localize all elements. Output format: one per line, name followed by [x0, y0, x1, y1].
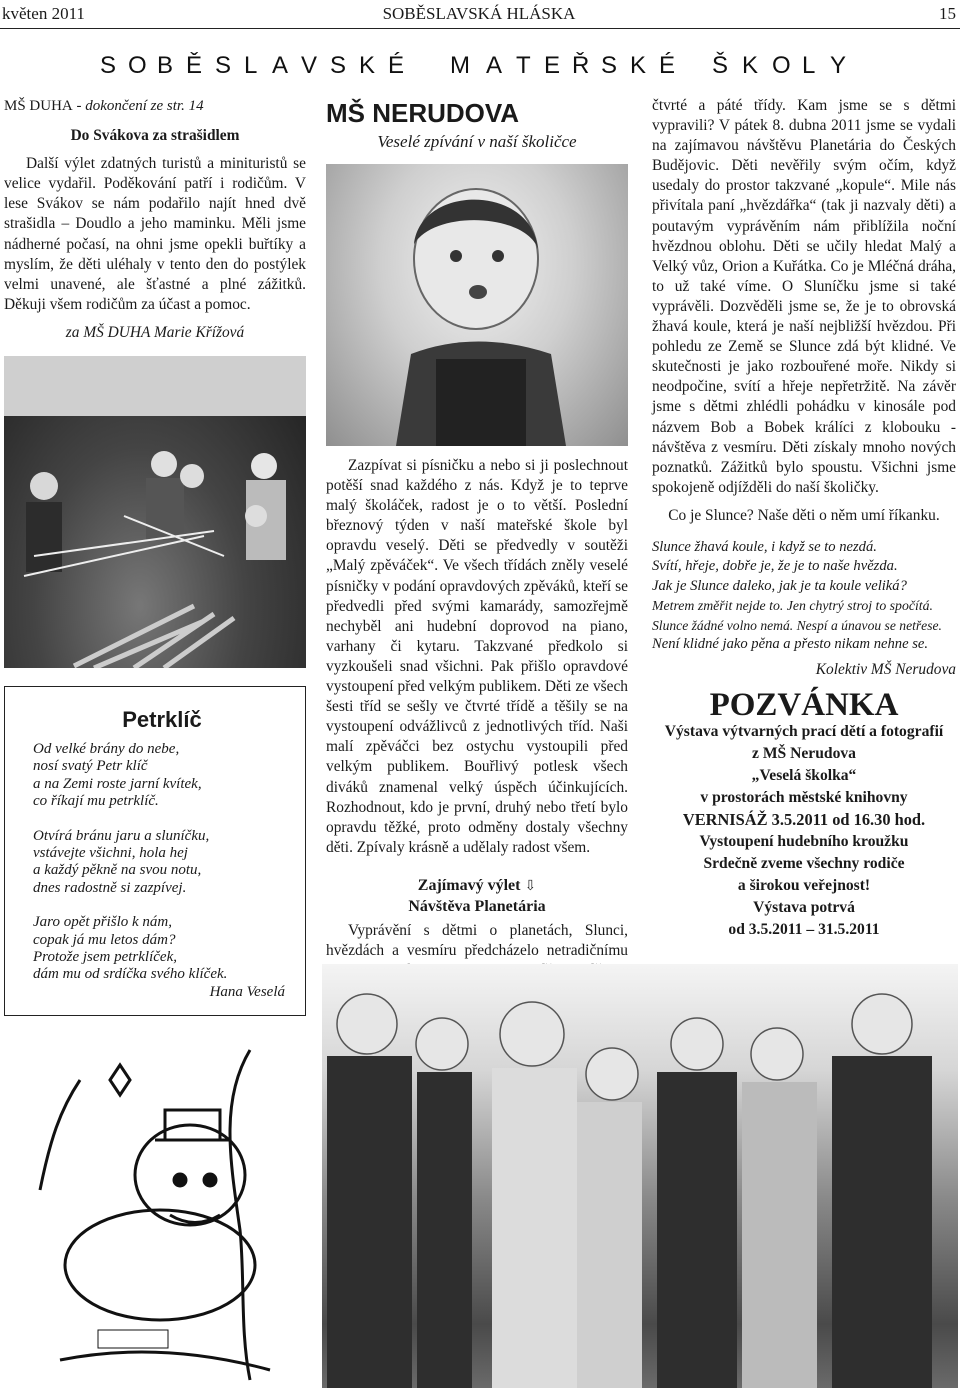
banner-letter: L	[244, 52, 258, 79]
invitation-line: z MŠ Nerudova	[752, 744, 856, 762]
invitation-line: a širokou veřejnost!	[737, 876, 871, 894]
section-banner	[100, 52, 860, 82]
invitation-line: Výstava výtvarných prací dětí a fotografií	[664, 722, 944, 740]
poem-title: Petrklíč	[122, 707, 202, 732]
banner-letter: O	[772, 52, 791, 79]
rhyme-line: Slunce žádné volno nemá. Nespí a únavou se netřese.	[652, 617, 942, 633]
banner-letter: Ř	[572, 52, 590, 79]
nerudova-signature: Kolektiv MŠ Nerudova	[815, 661, 956, 679]
invitation	[652, 686, 956, 941]
banner-letter: L	[802, 52, 816, 79]
planetarium-body-start: Vyprávění s dětmi o planetách, Slunci, hvězdách a vesmíru předcházelo netradičnímu	[326, 922, 628, 960]
invitation-line: Vystoupení hudebního kroužku	[699, 832, 909, 850]
planetarium-subhead-line2: Návštěva Planetária	[408, 897, 546, 915]
banner-letter: V	[301, 52, 318, 79]
planetarium-subhead-line1: Zajímavý výlet	[417, 876, 521, 894]
banner-letter: A	[486, 52, 503, 79]
banner-letter: B	[157, 52, 174, 79]
petrklic-poem-box	[4, 686, 306, 1016]
rhyme-line: Svítí, hřeje, dobře je, že je to naše hvězda.	[652, 558, 898, 575]
planetarium-continued	[652, 96, 956, 941]
rhyme-line: Jak je Slunce daleko, jak je ta koule veliká?	[652, 577, 907, 594]
rhyme-line: Slunce žhavá koule, i když se to nezdá.	[652, 538, 877, 555]
dog-drawing-icon	[20, 1040, 305, 1385]
planetarium-body-continued: čtvrté a páté třídy. Kam jsme se s dětmi vypravili? V pátek 8. dubna 2011 jsme se vydali na zajímavou návštěvu Planetária do Českých Budějovic. Děti nevěřily svým očím, když usedaly do prostor takzvané „kopule“. Mile nás přivítala paní „hvězdářka“ (tak ji nazvaly děti) a poutavým vyprávěním nám přiblížila noční hvězdnou oblohu. Děti se učily hledat Malý a Velký vůz, Orion a Kuřátka. Co je Mléčná dráha, to už také víme. O Sluníčku jsme si také vyprávěli. Dozvěděli jsme se, že je to obrovská žhavá koule, která je naší nejbližší hvězdou. Při pohledu ze Země se Slunce zdá být klidné. Ve skutečnosti je jako rozbouřené moře. Nikdy si neodpočine, svítí a hřeje nepřetržitě. Na závěr jsme s dětmi zhlédli pohádku v kinosále pod názvem Bob a Bobek králíci z klobouku - návštěva z vesmíru. Děti získaly mnoho nových poznatků. Zážitků bylo spoustu. Všichni jsme spokojeně odjížděli do naší školičky.	[652, 97, 956, 496]
banner-letter: K	[630, 52, 647, 79]
group-photo-illustration	[322, 964, 958, 1388]
nerudova-body: Zazpívat si písničku a nebo si ji poslechnout potěší snad každého z nás. Když je to teprve malý školáček, radost je o to větší. Poslední březnový týden v naší mateřské škole byl opravdu veselý. Děti se předvedly v soutěži „Malý zpěváček“. Ve všech třídách zněly veselé písničky v podání opravdových zpěváků, kteří se předvedli před svými kamarády, samozřejmě nechyběl ani hudební doprovod na piano, varhany či kytaru. Takzvané předkolo si vyzkoušeli snad všichni. Pak přišlo opravdové vystoupení před velkým publikem. Děti ze všech šesti tříd se sešly ve čtvrté třídě a těšily se na vystoupení odvážlivců z jednotlivých tříd. Naši malí zpěváčci bez ostychu vystoupili před velkým publikem. Bouřlivý potlesk všech diváků znamenal velký úspěch účinkujících. Rozhodnout, kdo je první, druhý nebo třetí bylo opravdu těžké, proto odměny dostaly všechny děti. Zpívaly krásně a udělaly radost všem.	[326, 457, 628, 856]
banner-letter: S	[330, 52, 347, 79]
rhyme-line: Metrem změřit nejde to. Jen chytrý stroj to spočítá.	[652, 598, 933, 614]
girl-portrait-illustration	[326, 164, 628, 446]
poem-stanza: Jaro opět přišlo k nám, copak já mu letos dám? Protože jsem petrklíček, dám mu od srdíčka svého klíček.	[33, 914, 228, 983]
planetarium-subhead	[326, 876, 628, 897]
poem-stanza: Otvírá bránu jaru a sluníčku, vstávejte všichni, hola hej a každý pěkně na svou notu, dnes radostně si zazpívej.	[33, 827, 210, 896]
invitation-body	[652, 721, 956, 941]
running-header	[2, 4, 956, 26]
down-arrow-icon: ⇩	[524, 878, 537, 894]
continued-note: - dokončení ze str. 14	[72, 98, 204, 114]
banner-letter: K	[742, 52, 759, 79]
header-publication: SOBĚSLAVSKÁ HLÁSKA	[382, 4, 576, 23]
sun-question: Co je Slunce? Naše děti o něm umí říkanku.	[668, 506, 940, 524]
header-rule	[0, 28, 960, 29]
invitation-line: v prostorách městské knihovny	[700, 788, 908, 806]
duha-body: Další výlet zdatných turistů a minituristů se velice vydařil. Poděkování patří i rodičům. V lese Svákov se nám podařilo najít hned dvě strašidla – Doudlo a jeho maminku. Měli jsme nádherné počasí, na ohni jsme opekli buřtíky a myslím, že děti uléhaly v tento den do postýlek velmi unavené, ale šťastné a plné zážitků. Děkuji všem rodičům za účast a pomoc.	[4, 155, 306, 313]
banner-letter: Š	[712, 52, 729, 79]
poem-body	[33, 741, 291, 984]
banner-letter: E	[544, 52, 561, 79]
invitation-line: Srdečně zveme všechny rodiče	[703, 854, 905, 872]
invitation-line: „Veselá školka“	[751, 766, 857, 784]
header-page-number: 15	[939, 4, 956, 23]
poem-stanza: Od velké brány do nebe, nosí svatý Petr klíč a na Zemi roste jarní kvítek, co říkají mu petrklíč.	[33, 741, 202, 810]
banner-letter: S	[100, 52, 117, 79]
girl-singing-photo	[326, 164, 628, 446]
banner-letter: É	[659, 52, 676, 79]
banner-letter: Ě	[186, 52, 203, 79]
continued-school: MŠ DUHA	[4, 98, 73, 114]
duha-title: Do Svákova za strašidlem	[70, 127, 240, 145]
invitation-line: Výstava potrvá	[753, 898, 855, 916]
invitation-line: VERNISÁŽ 3.5.2011 od 16.30 hod.	[682, 809, 926, 829]
banner-letter: M	[450, 52, 470, 79]
child-drawing	[20, 1040, 305, 1385]
campfire-illustration	[4, 356, 306, 668]
banner-letter: S	[601, 52, 618, 79]
nerudova-subheading: Veselé zpívání v naší školičce	[377, 132, 577, 151]
poem-author: Hana Veselá	[209, 983, 285, 1000]
campfire-photo	[4, 356, 306, 668]
banner-letter: O	[128, 52, 147, 79]
banner-letter: S	[215, 52, 232, 79]
banner-letter: Y	[830, 52, 847, 79]
invitation-line: od 3.5.2011 – 31.5.2011	[728, 920, 880, 938]
sun-rhyme	[652, 538, 956, 654]
nerudova-article	[326, 456, 628, 981]
banner-letter: A	[272, 52, 289, 79]
banner-letter: É	[388, 52, 405, 79]
banner-letter: T	[516, 52, 531, 79]
rhyme-line: Není klidné jako pěna a přesto nikam nehne se.	[652, 636, 928, 652]
banner-letter: K	[359, 52, 376, 79]
duha-article	[4, 96, 306, 343]
children-group-photo	[322, 964, 958, 1388]
continued-line	[4, 96, 306, 116]
duha-signature: za MŠ DUHA Marie Křížová	[65, 323, 245, 341]
header-date: květen 2011	[2, 4, 85, 23]
nerudova-heading: MŠ NERUDOVA	[326, 98, 520, 128]
invitation-heading: POZVÁNKA	[709, 686, 899, 723]
